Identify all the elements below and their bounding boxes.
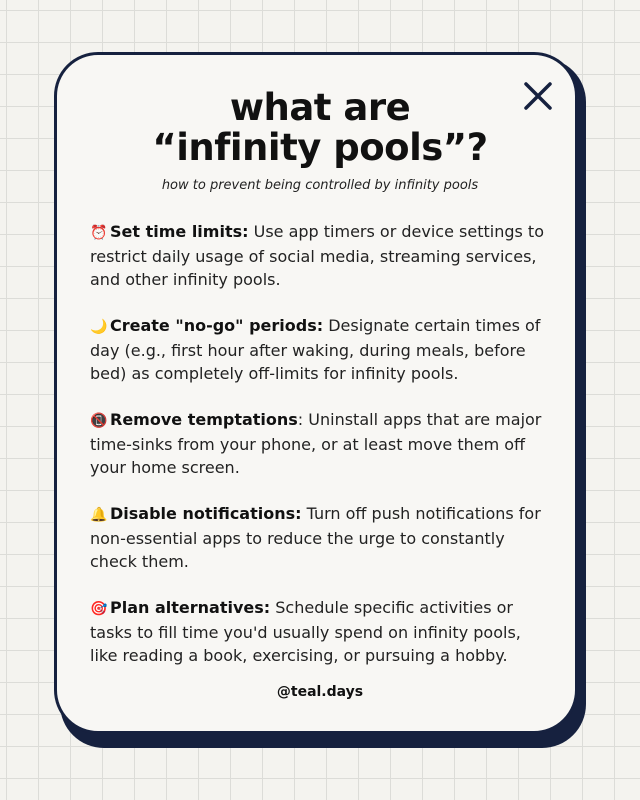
no-phones-icon: 📵 — [90, 413, 108, 429]
moon-icon: 🌙 — [90, 319, 108, 335]
tip-item-plan-alternatives — [90, 596, 545, 667]
tip-heading: Create "no-go" periods: — [110, 316, 324, 335]
tip-heading: Disable notifications: — [110, 504, 302, 523]
tip-item-remove-temptations — [90, 408, 545, 479]
alarm-clock-icon: ⏰ — [90, 225, 108, 241]
tip-item-disable-notifications — [90, 502, 545, 573]
author-handle: @teal.days — [276, 684, 364, 700]
bell-icon: 🔔 — [90, 507, 108, 523]
tip-text: Turn off push notifications for non-essential apps to reduce the urge to constantly check them. — [90, 504, 541, 571]
tip-item-time-limits — [90, 220, 545, 291]
page-title — [60, 88, 580, 168]
tip-heading: Plan alternatives: — [110, 598, 271, 617]
tip-heading: Remove temptations — [110, 410, 298, 429]
target-icon: 🎯 — [90, 601, 108, 617]
tip-heading: Set time limits: — [110, 222, 249, 241]
tip-text: : Uninstall apps that are major time-sinks from your phone, or at least move them off your home screen. — [90, 410, 542, 477]
tip-text: Schedule specific activities or tasks to fill time you'd usually spend on infinity pools, like reading a book, exercising, or pursuing a hobby. — [90, 598, 521, 665]
tip-item-no-go-periods — [90, 314, 545, 385]
title-line-1: what are — [229, 86, 411, 129]
tips-list — [90, 220, 545, 690]
subtitle: how to prevent being controlled by infinity pools — [161, 178, 479, 193]
tip-text: Use app timers or device settings to restrict daily usage of social media, streaming services, and other infinity pools. — [90, 222, 544, 289]
title-line-2: “infinity pools”? — [152, 126, 488, 169]
tip-text: Designate certain times of day (e.g., first hour after waking, during meals, before bed) as completely off-limits for infinity pools. — [90, 316, 541, 383]
